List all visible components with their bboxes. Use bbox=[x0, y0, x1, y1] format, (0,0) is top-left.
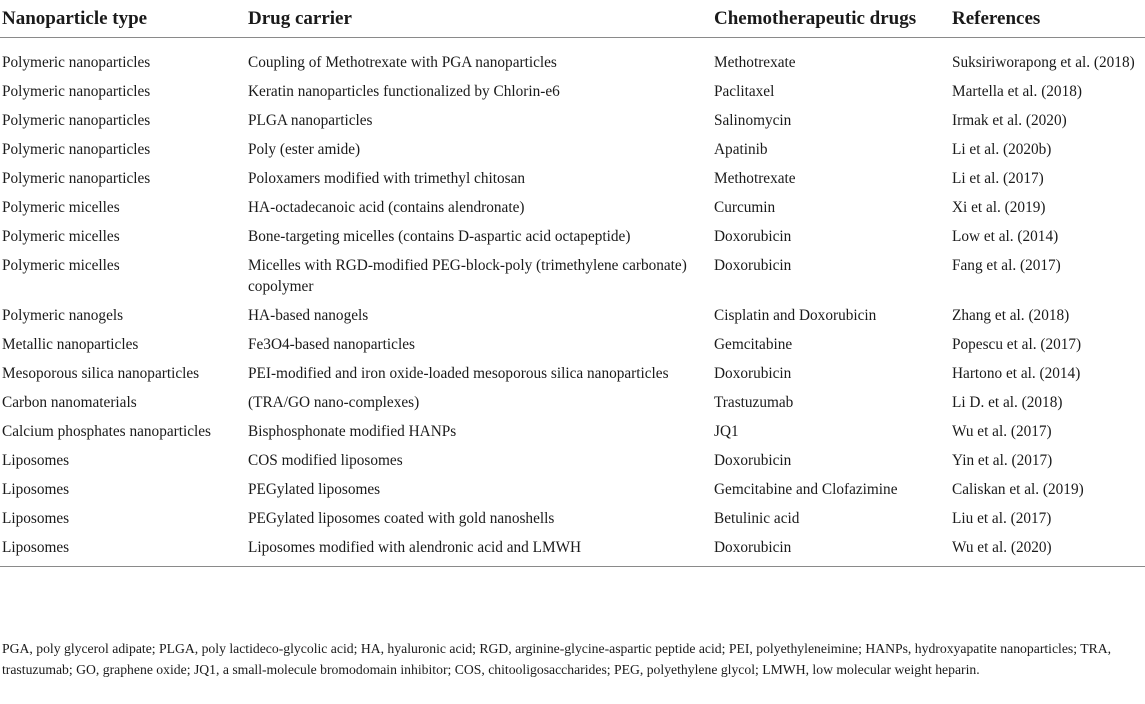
cell-chemotherapeutic-drugs: Paclitaxel bbox=[714, 83, 775, 100]
cell-drug-carrier: Bone-targeting micelles (contains D-aspartic acid octapeptide) bbox=[248, 228, 631, 245]
cell-reference: Wu et al. (2020) bbox=[950, 533, 1145, 567]
cell-nanoparticle-type: Polymeric nanoparticles bbox=[2, 54, 151, 71]
cell-drug-carrier: Poloxamers modified with trimethyl chitosan bbox=[248, 170, 526, 187]
table-row bbox=[0, 251, 1145, 301]
table-header bbox=[0, 0, 1145, 38]
cell-reference: Popescu et al. (2017) bbox=[952, 336, 1082, 353]
cell-chemotherapeutic-drugs: Doxorubicin bbox=[712, 533, 950, 567]
cell-nanoparticle-type: Polymeric nanoparticles bbox=[2, 170, 151, 187]
cell-chemotherapeutic-drugs: Gemcitabine and Clofazimine bbox=[714, 481, 898, 498]
cell-drug-carrier: COS modified liposomes bbox=[248, 452, 403, 469]
header-chemotherapeutic-drugs: Chemotherapeutic drugs bbox=[712, 0, 950, 38]
cell-reference: Suksiriworapong et al. (2018) bbox=[952, 54, 1135, 71]
table-row bbox=[0, 504, 1145, 533]
cell-drug-carrier: (TRA/GO nano-complexes) bbox=[248, 394, 420, 411]
cell-drug-carrier: Keratin nanoparticles functionalized by Chlorin-e6 bbox=[248, 83, 560, 100]
cell-nanoparticle-type: Polymeric nanoparticles bbox=[2, 83, 151, 100]
cell-chemotherapeutic-drugs: JQ1 bbox=[714, 423, 739, 440]
cell-reference: Wu et al. (2017) bbox=[952, 423, 1052, 440]
cell-chemotherapeutic-drugs: Doxorubicin bbox=[714, 257, 792, 274]
cell-nanoparticle-type: Polymeric micelles bbox=[2, 228, 120, 245]
cell-reference: Caliskan et al. (2019) bbox=[952, 481, 1084, 498]
cell-chemotherapeutic-drugs: Curcumin bbox=[714, 199, 776, 216]
cell-drug-carrier: PEGylated liposomes coated with gold nanoshells bbox=[248, 510, 555, 527]
cell-reference: Fang et al. (2017) bbox=[952, 257, 1061, 274]
cell-chemotherapeutic-drugs: Methotrexate bbox=[714, 54, 796, 71]
cell-nanoparticle-type: Liposomes bbox=[0, 533, 246, 567]
table-row bbox=[0, 359, 1145, 388]
cell-reference: Hartono et al. (2014) bbox=[952, 365, 1081, 382]
cell-reference: Liu et al. (2017) bbox=[952, 510, 1052, 527]
cell-drug-carrier: Bisphosphonate modified HANPs bbox=[248, 423, 457, 440]
cell-reference: Irmak et al. (2020) bbox=[952, 112, 1067, 129]
cell-drug-carrier: Coupling of Methotrexate with PGA nanoparticles bbox=[248, 54, 557, 71]
table-row bbox=[0, 106, 1145, 135]
cell-nanoparticle-type: Liposomes bbox=[2, 510, 70, 527]
cell-nanoparticle-type: Liposomes bbox=[2, 452, 70, 469]
cell-reference: Zhang et al. (2018) bbox=[952, 307, 1070, 324]
cell-nanoparticle-type: Polymeric nanoparticles bbox=[2, 141, 151, 158]
cell-chemotherapeutic-drugs: Doxorubicin bbox=[714, 365, 792, 382]
cell-chemotherapeutic-drugs: Trastuzumab bbox=[714, 394, 794, 411]
table-row bbox=[0, 446, 1145, 475]
cell-chemotherapeutic-drugs: Cisplatin and Doxorubicin bbox=[714, 307, 877, 324]
cell-reference: Li et al. (2020b) bbox=[952, 141, 1052, 158]
header-references: References bbox=[950, 0, 1145, 38]
table-row bbox=[0, 222, 1145, 251]
header-row bbox=[0, 0, 1145, 38]
cell-nanoparticle-type: Polymeric nanogels bbox=[2, 307, 124, 324]
cell-nanoparticle-type: Polymeric micelles bbox=[2, 257, 120, 274]
table-row bbox=[0, 301, 1145, 330]
table-body bbox=[0, 38, 1145, 567]
table-row bbox=[0, 193, 1145, 222]
cell-drug-carrier: HA-octadecanoic acid (contains alendronate) bbox=[248, 199, 525, 216]
cell-nanoparticle-type: Carbon nanomaterials bbox=[2, 394, 137, 411]
cell-nanoparticle-type: Metallic nanoparticles bbox=[2, 336, 139, 353]
cell-reference: Li D. et al. (2018) bbox=[952, 394, 1063, 411]
cell-reference: Low et al. (2014) bbox=[952, 228, 1059, 245]
cell-reference: Li et al. (2017) bbox=[952, 170, 1044, 187]
table-row bbox=[0, 388, 1145, 417]
header-nanoparticle-type: Nanoparticle type bbox=[0, 0, 246, 38]
header-drug-carrier: Drug carrier bbox=[246, 0, 712, 38]
cell-drug-carrier: Fe3O4-based nanoparticles bbox=[248, 336, 415, 353]
cell-chemotherapeutic-drugs: Salinomycin bbox=[714, 112, 792, 129]
cell-drug-carrier: Liposomes modified with alendronic acid and LMWH bbox=[246, 533, 712, 567]
cell-chemotherapeutic-drugs: Doxorubicin bbox=[714, 452, 792, 469]
table-row bbox=[0, 417, 1145, 446]
cell-chemotherapeutic-drugs: Doxorubicin bbox=[714, 228, 792, 245]
cell-drug-carrier: Poly (ester amide) bbox=[248, 141, 361, 158]
cell-nanoparticle-type: Mesoporous silica nanoparticles bbox=[2, 365, 200, 382]
table-row bbox=[0, 475, 1145, 504]
cell-nanoparticle-type: Polymeric nanoparticles bbox=[2, 112, 151, 129]
table-row bbox=[0, 135, 1145, 164]
cell-drug-carrier: PEI-modified and iron oxide-loaded mesoporous silica nanoparticles bbox=[248, 365, 669, 382]
cell-chemotherapeutic-drugs: Betulinic acid bbox=[714, 510, 800, 527]
cell-reference: Yin et al. (2017) bbox=[952, 452, 1053, 469]
cell-chemotherapeutic-drugs: Methotrexate bbox=[714, 170, 796, 187]
cell-drug-carrier: PLGA nanoparticles bbox=[248, 112, 373, 129]
cell-nanoparticle-type: Polymeric micelles bbox=[2, 199, 120, 216]
cell-reference: Xi et al. (2019) bbox=[952, 199, 1046, 216]
cell-chemotherapeutic-drugs: Gemcitabine bbox=[714, 336, 793, 353]
cell-drug-carrier: HA-based nanogels bbox=[248, 307, 369, 324]
table-row bbox=[0, 330, 1145, 359]
cell-nanoparticle-type: Liposomes bbox=[2, 481, 70, 498]
cell-chemotherapeutic-drugs: Apatinib bbox=[714, 141, 768, 158]
cell-drug-carrier: PEGylated liposomes bbox=[248, 481, 381, 498]
cell-reference: Martella et al. (2018) bbox=[952, 83, 1082, 100]
table-footnote: PGA, poly glycerol adipate; PLGA, poly lactideco-glycolic acid; HA, hyaluronic acid; RGD, arginine-glycine-aspartic peptide acid; PEI, polyethyleneimine; HANPs, hydroxyapatite nanoparticles; TRA, trastuzumab; GO, graphene oxide; JQ1, a small-molecule bromodomain inhibitor; COS, chitooligosaccharides; PEG, polyethylene glycol; LMWH, low molecular weight heparin. bbox=[2, 641, 1112, 677]
table-row bbox=[0, 38, 1145, 78]
cell-drug-carrier: Micelles with RGD-modified PEG-block-poly (trimethylene carbonate) copolymer bbox=[248, 257, 687, 295]
table-row bbox=[0, 533, 1145, 567]
table-row bbox=[0, 77, 1145, 106]
cell-nanoparticle-type: Calcium phosphates nanoparticles bbox=[2, 423, 212, 440]
table-row bbox=[0, 164, 1145, 193]
